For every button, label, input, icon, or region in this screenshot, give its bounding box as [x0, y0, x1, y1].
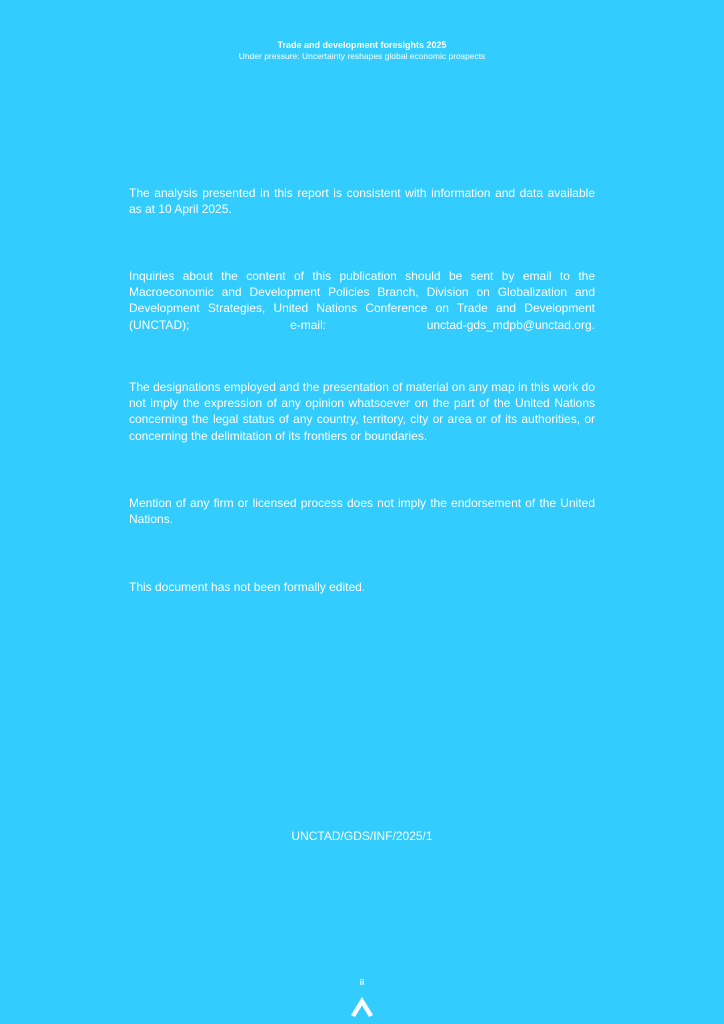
document-symbol: UNCTAD/GDS/INF/2025/1	[291, 829, 433, 843]
data-cutoff-paragraph: The analysis presented in this report is consistent with information and data available as at 10 April 2025.	[129, 186, 595, 217]
page-number: ii	[359, 978, 365, 987]
editing-note-paragraph: This document has not been formally edited.	[129, 580, 366, 594]
unctad-chevron-logo-icon	[350, 996, 374, 1018]
inquiries-paragraph: Inquiries about the content of this publication should be sent by email to the Macroeconomic and Development Policies Branch, Division on Globalization and Development Strategies, United Nations Conference on Trade and Development (UNCTAD); e-mail: unctad-gds_mdpb@unctad.org.	[129, 269, 595, 332]
report-title: Trade and development foresights 2025	[277, 40, 447, 50]
report-subtitle: Under pressure: Uncertainty reshapes global economic prospects	[238, 51, 486, 61]
endorsement-disclaimer-paragraph: Mention of any firm or licensed process does not imply the endorsement of the United Nations.	[129, 496, 595, 527]
designations-disclaimer-paragraph: The designations employed and the presentation of material on any map in this work do not imply the expression of any opinion whatsoever on the part of the United Nations concerning the legal status of any country, territory, city or area or of its authorities, or concerning the delimitation of its frontiers or boundaries.	[129, 380, 595, 443]
running-header	[0, 40, 724, 62]
